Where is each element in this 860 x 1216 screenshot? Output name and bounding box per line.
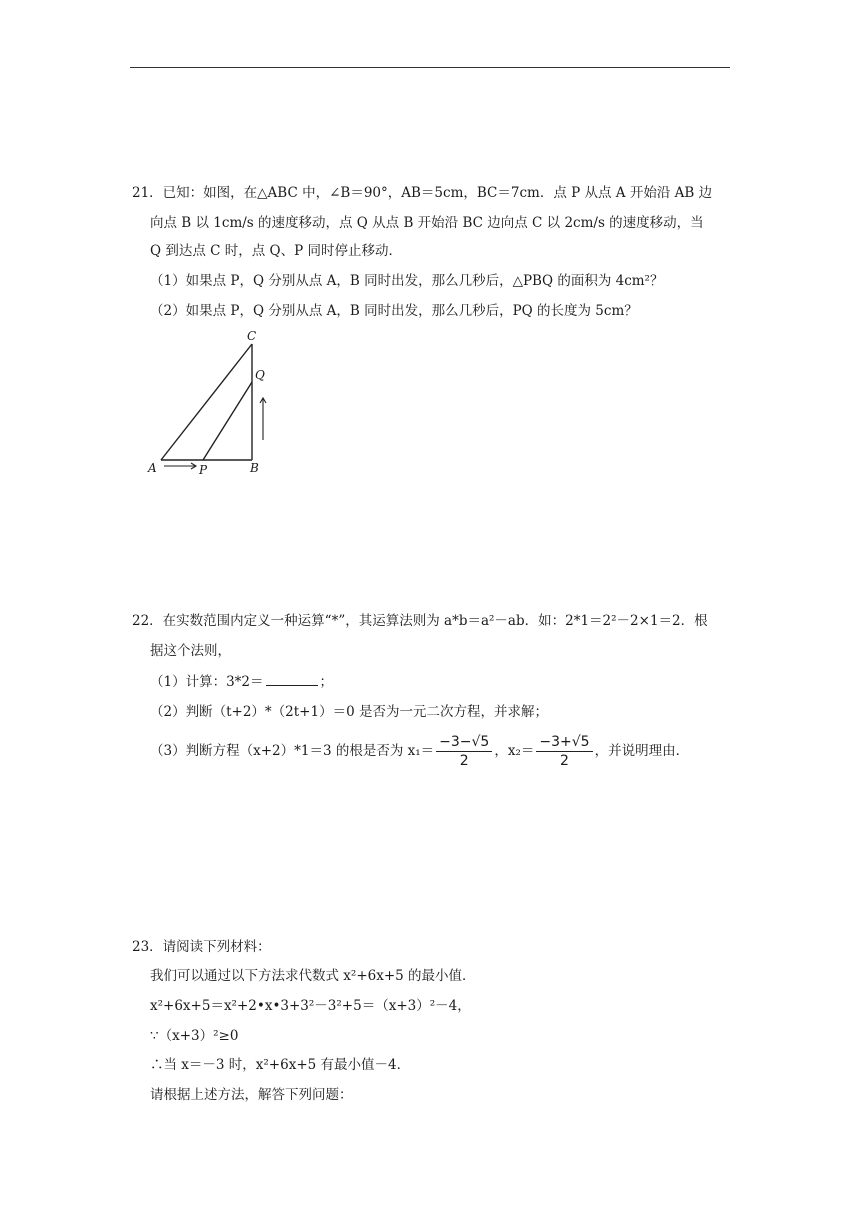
q23-line1: 我们可以通过以下方法求代数式 x²+6x+5 的最小值． — [150, 968, 476, 984]
q23-line2: x²+6x+5＝x²+2•x•3+3²－3²+5＝（x+3）²－4， — [150, 998, 471, 1014]
q22-part2: （2）判断（t+2）*（2t+1）＝0 是否为一元二次方程，并求解； — [150, 704, 548, 720]
fraction-x2 — [536, 734, 592, 769]
fraction-x1-denominator: 2 — [459, 753, 469, 769]
q22-line2: 据这个法则， — [150, 643, 231, 659]
fraction-x1-numerator: −3−√5 — [436, 734, 492, 752]
fraction-x1 — [436, 734, 492, 769]
label-p: P — [199, 463, 208, 477]
arrow-right-icon — [164, 463, 196, 469]
header-rule — [130, 67, 730, 68]
q21-line1: 21．已知：如图，在△ABC 中，∠B＝90°，AB＝5cm，BC＝7cm．点 P 从点 A 开始沿 AB 边 — [132, 185, 713, 201]
label-c: C — [247, 329, 257, 343]
q22-part3-c: ，并说明理由． — [594, 743, 690, 759]
q22-part1-end: ； — [319, 674, 334, 690]
q21-part2: （2）如果点 P，Q 分别从点 A，B 同时出发，那么几秒后，PQ 的长度为 5cm？ — [150, 303, 638, 319]
q22-part3-b: ，x₂＝ — [494, 743, 535, 759]
answer-blank[interactable] — [266, 673, 318, 686]
triangle-figure — [140, 324, 280, 480]
segment-pq — [203, 382, 252, 460]
q21-part1: （1）如果点 P，Q 分别从点 A，B 同时出发，那么几秒后，△PBQ 的面积为 4cm²？ — [150, 273, 664, 289]
q23-line5: 请根据上述方法，解答下列问题： — [150, 1087, 353, 1103]
segment-ac — [161, 344, 252, 460]
label-a: A — [148, 461, 157, 475]
fraction-x2-numerator: −3+√5 — [536, 734, 592, 752]
q22-part1-text: （1）计算：3*2＝ — [150, 674, 264, 690]
q21-line2: 向点 B 以 1cm/s 的速度移动，点 Q 从点 B 开始沿 BC 边向点 C 以 2cm/s 的速度移动，当 — [150, 215, 704, 231]
q21-line3: Q 到达点 C 时，点 Q、P 同时停止移动． — [150, 243, 403, 259]
label-b: B — [250, 461, 259, 475]
q23-line4: ∴当 x＝－3 时，x²+6x+5 有最小值－4． — [150, 1057, 411, 1073]
arrow-up-icon — [260, 398, 266, 440]
q22-part3-a: （3）判断方程（x+2）*1＝3 的根是否为 x₁＝ — [150, 743, 435, 759]
q23-title: 23．请阅读下列材料： — [132, 939, 271, 955]
fraction-x2-denominator: 2 — [560, 753, 569, 769]
q23-line3: ∵（x+3）²≥0 — [150, 1028, 239, 1044]
q22-part3 — [150, 731, 689, 771]
q22-part1 — [150, 673, 333, 691]
label-q: Q — [255, 368, 265, 382]
q22-line1: 22．在实数范围内定义一种运算“*”，其运算法则为 a*b＝a²－ab．如：2*1＝2²－2×1＝2．根 — [132, 613, 708, 629]
